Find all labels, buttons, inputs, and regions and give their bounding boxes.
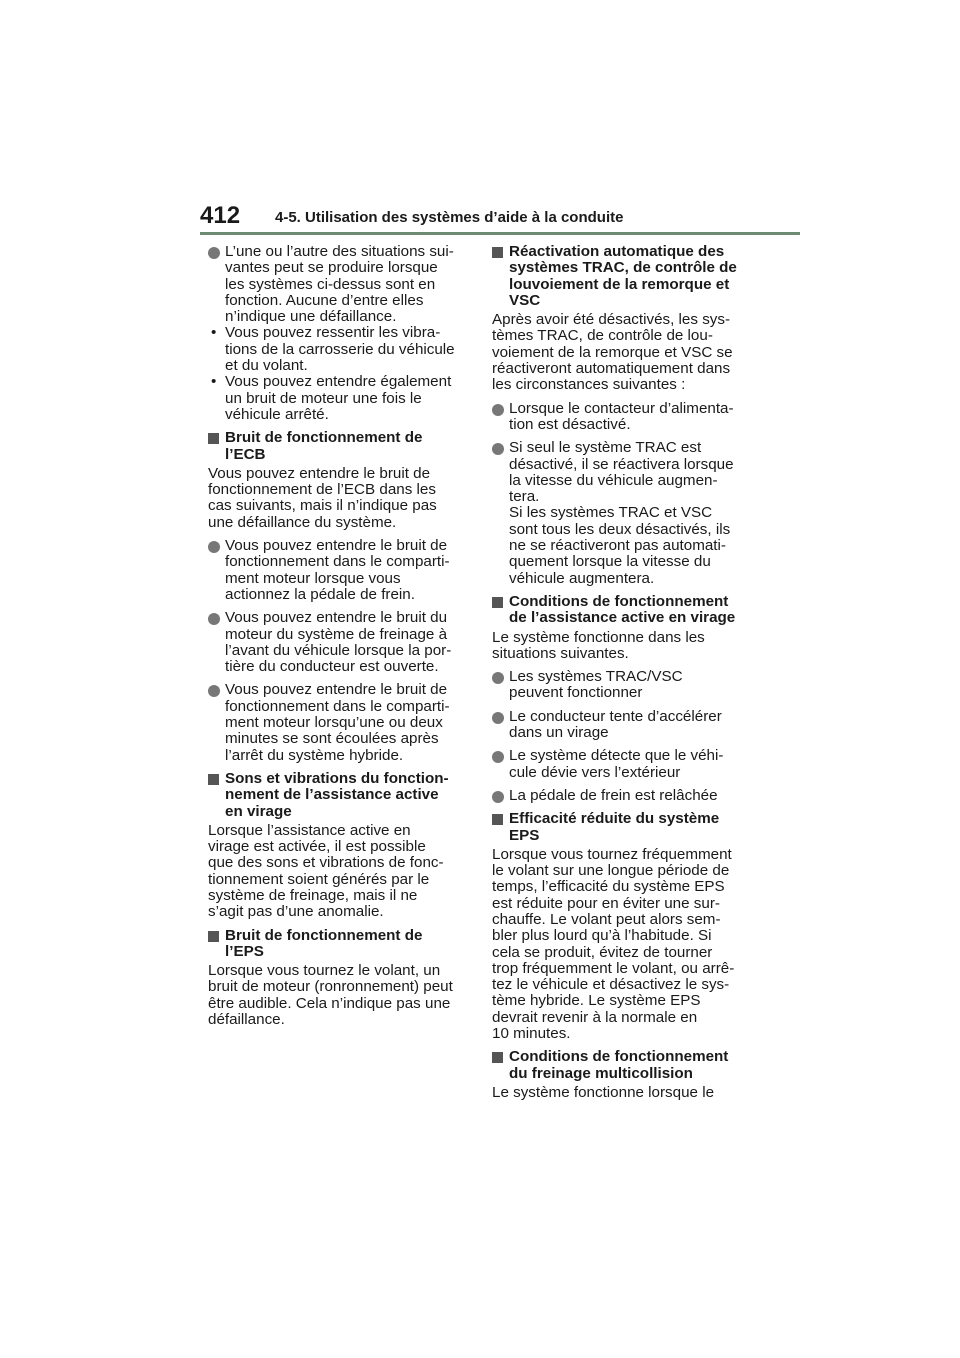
text-line: cela se produit, évitez de tourner — [492, 943, 713, 961]
text-line: système de freinage, mais il ne — [208, 886, 418, 904]
text-line: Conditions de fonctionnement — [509, 592, 729, 610]
text-line: Vous pouvez entendre le bruit de — [208, 464, 431, 482]
text-line: l’arrêt du système hybride. — [225, 746, 404, 764]
text-line: cas suivants, mais il n’indique pas — [208, 497, 437, 515]
text-line: les circonstances suivantes : — [492, 376, 686, 394]
text-line: tionnement soient générés par le — [208, 870, 430, 888]
text-line: L’une ou l’autre des situations sui- — [225, 243, 454, 260]
square-bullet-icon — [208, 433, 219, 444]
text-line: Conditions de fonctionnement — [509, 1048, 729, 1066]
text-line: tion est désactivé. — [509, 415, 631, 433]
square-bullet-icon — [208, 774, 219, 785]
text-line: temps, l’efficacité du système EPS — [492, 878, 725, 896]
dot-marker-icon: • — [211, 373, 217, 391]
bullet-item — [492, 709, 750, 742]
text-line: actionnez la pédale de frein. — [225, 585, 415, 603]
text-line: Lorsque le contacteur d’alimenta- — [509, 399, 734, 417]
text-line: tez le véhicule et désactivez le sys- — [492, 976, 730, 994]
section-heading — [492, 1049, 750, 1082]
text-line: Vous pouvez entendre également — [225, 373, 452, 391]
section-heading — [208, 928, 466, 961]
text-line: bler plus lourd qu’à l’habitude. Si — [492, 927, 712, 945]
text-line: la vitesse du véhicule augmen- — [509, 471, 718, 489]
text-line: tière du conducteur est ouverte. — [225, 658, 439, 676]
text-line: véhicule augmentera. — [509, 569, 655, 587]
text-line: et du volant. — [225, 357, 308, 375]
square-bullet-icon — [492, 814, 503, 825]
text-line: EPS — [509, 826, 540, 844]
text-line: vantes peut se produire lorsque — [225, 259, 438, 277]
section-heading — [492, 244, 750, 309]
text-line: Vous pouvez entendre le bruit de — [225, 537, 448, 555]
text-line: peuvent fonctionner — [509, 684, 643, 702]
text-line: l’ECB — [225, 445, 266, 463]
text-line: ne se réactiveront pas automati- — [509, 537, 726, 555]
bullet-dot-icon — [492, 672, 504, 684]
square-bullet-icon — [492, 1052, 503, 1063]
text-line: nement de l’assistance active — [225, 786, 439, 804]
text-line: moteur du système de freinage à — [225, 625, 448, 643]
text-line: est réduite pour en éviter une sur- — [492, 894, 720, 912]
section-heading — [208, 430, 466, 463]
text-line: Bruit de fonctionnement de — [225, 926, 423, 944]
text-line: l’avant du véhicule lorsque la por- — [225, 641, 452, 659]
section-paragraph — [492, 312, 750, 393]
bullet-dot-icon — [208, 613, 220, 625]
text-line: être audible. Cela n’indique pas une — [208, 994, 451, 1012]
text-line: Vous pouvez ressentir les vibra- — [225, 324, 441, 342]
bullet-item — [208, 682, 466, 763]
text-line: La pédale de frein est relâchée — [509, 786, 718, 804]
text-line: les systèmes ci-dessus sont en — [225, 275, 436, 293]
section-paragraph — [208, 823, 466, 921]
text-line: Le système fonctionne lorsque le — [492, 1083, 715, 1101]
text-line: minutes se sont écoulées après — [225, 730, 439, 748]
text-line: situations suivantes. — [492, 644, 629, 662]
text-line: du freinage multicollision — [509, 1064, 693, 1082]
section-paragraph — [492, 630, 750, 663]
text-line: Bruit de fonctionnement de — [225, 429, 423, 447]
text-line: Vous pouvez entendre le bruit du — [225, 609, 448, 627]
section-paragraph — [492, 847, 750, 1043]
bullet-item — [208, 538, 466, 603]
section-paragraph — [492, 1085, 750, 1101]
text-line: tèmes TRAC, de contrôle de lou- — [492, 327, 713, 345]
text-line: Efficacité réduite du système — [509, 810, 720, 828]
bullet-dot-icon — [492, 404, 504, 416]
page-number: 412 — [200, 202, 241, 229]
text-line: tème hybride. Le système EPS — [492, 992, 701, 1010]
text-line: désactivé, il se réactivera lorsque — [509, 455, 734, 473]
text-line: ment moteur lorsqu’une ou deux — [225, 714, 443, 732]
bullet-dot-icon — [208, 541, 220, 553]
text-line: devrait revenir à la normale en — [492, 1008, 698, 1026]
text-line: Les systèmes TRAC/VSC — [509, 668, 683, 686]
text-line: Lorsque vous tournez le volant, un — [208, 962, 441, 980]
text-line: défaillance. — [208, 1011, 285, 1029]
text-line: que des sons et vibrations de fonc- — [208, 854, 444, 872]
bullet-item — [492, 440, 750, 587]
text-line: n’indique une défaillance. — [225, 308, 397, 326]
bullet-item — [492, 788, 750, 804]
text-line: ment moteur lorsque vous — [225, 569, 401, 587]
text-line: Après avoir été désactivés, les sys- — [492, 311, 731, 329]
text-line: Le système fonctionne dans les — [492, 628, 705, 646]
text-line: Réactivation automatique des — [509, 243, 725, 260]
text-line: fonctionnement dans le comparti- — [225, 553, 450, 571]
section-heading — [492, 594, 750, 627]
text-line: voiement de la remorque et VSC se — [492, 343, 733, 361]
page-header — [200, 203, 800, 235]
text-line: sont tous les deux désactivés, ils — [509, 520, 731, 538]
bullet-item — [492, 401, 750, 434]
bullet-dot-icon — [208, 247, 220, 259]
text-line: tions de la carrosserie du véhicule — [225, 340, 455, 358]
right-column — [492, 244, 750, 1108]
dot-marker-icon: • — [211, 324, 217, 342]
text-line: Vous pouvez entendre le bruit de — [225, 681, 448, 699]
text-line: systèmes TRAC, de contrôle de — [509, 259, 737, 277]
text-line: louvoiement de la remorque et — [509, 275, 730, 293]
section-heading — [492, 811, 750, 844]
section-heading — [208, 771, 466, 820]
text-line: de l’assistance active en virage — [509, 609, 736, 627]
text-line: quement lorsque la vitesse du — [509, 553, 711, 571]
text-line: virage est activée, il est possible — [208, 838, 426, 856]
text-line: l’EPS — [225, 942, 264, 960]
text-line: cule dévie vers l’extérieur — [509, 763, 681, 781]
text-line: en virage — [225, 802, 292, 820]
text-line: réactiveront automatiquement dans — [492, 360, 731, 378]
text-line: fonctionnement dans le comparti- — [225, 697, 450, 715]
section-paragraph — [208, 963, 466, 1028]
text-line: Le système détecte que le véhi- — [509, 747, 724, 765]
text-line: Le conducteur tente d’accélérer — [509, 707, 722, 725]
text-line: bruit de moteur (ronronnement) peut — [208, 978, 453, 996]
text-line: trop fréquemment le volant, ou arrê- — [492, 959, 735, 977]
text-line: Lorsque vous tournez fréquemment — [492, 845, 732, 863]
text-line: dans un virage — [509, 724, 609, 742]
text-line: Si les systèmes TRAC et VSC — [509, 504, 713, 522]
bullet-item — [208, 244, 466, 325]
bullet-item — [492, 669, 750, 702]
bullet-item — [208, 610, 466, 675]
text-line: fonction. Aucune d’entre elles — [225, 291, 424, 309]
square-bullet-icon — [492, 597, 503, 608]
text-line: chauffe. Le volant peut alors sem- — [492, 910, 721, 928]
text-line: Sons et vibrations du fonction- — [225, 769, 449, 787]
text-line: tera. — [509, 488, 540, 506]
left-column — [208, 244, 466, 1035]
text-line: fonctionnement de l’ECB dans les — [208, 481, 436, 499]
square-bullet-icon — [208, 931, 219, 942]
bullet-dot-icon — [208, 685, 220, 697]
bullet-dot-icon — [492, 712, 504, 724]
sub-list-item — [208, 374, 466, 423]
section-title: 4-5. Utilisation des systèmes d’aide à la conduite — [275, 209, 624, 226]
text-line: s’agit pas d’une anomalie. — [208, 903, 384, 921]
text-line: véhicule arrêté. — [225, 405, 329, 423]
text-line: un bruit de moteur une fois le — [225, 389, 422, 407]
text-line: Si seul le système TRAC est — [509, 439, 702, 457]
section-paragraph — [208, 466, 466, 531]
text-line: le volant sur une longue période de — [492, 862, 730, 880]
text-line: une défaillance du système. — [208, 513, 397, 531]
text-line: Lorsque l’assistance active en — [208, 821, 411, 839]
bullet-dot-icon — [492, 443, 504, 455]
header-rule — [200, 232, 800, 235]
bullet-dot-icon — [492, 751, 504, 763]
sub-list-item — [208, 325, 466, 374]
text-line: 10 minutes. — [492, 1025, 571, 1043]
bullet-dot-icon — [492, 791, 504, 803]
bullet-item — [492, 748, 750, 781]
square-bullet-icon — [492, 247, 503, 258]
text-line: VSC — [509, 291, 541, 309]
